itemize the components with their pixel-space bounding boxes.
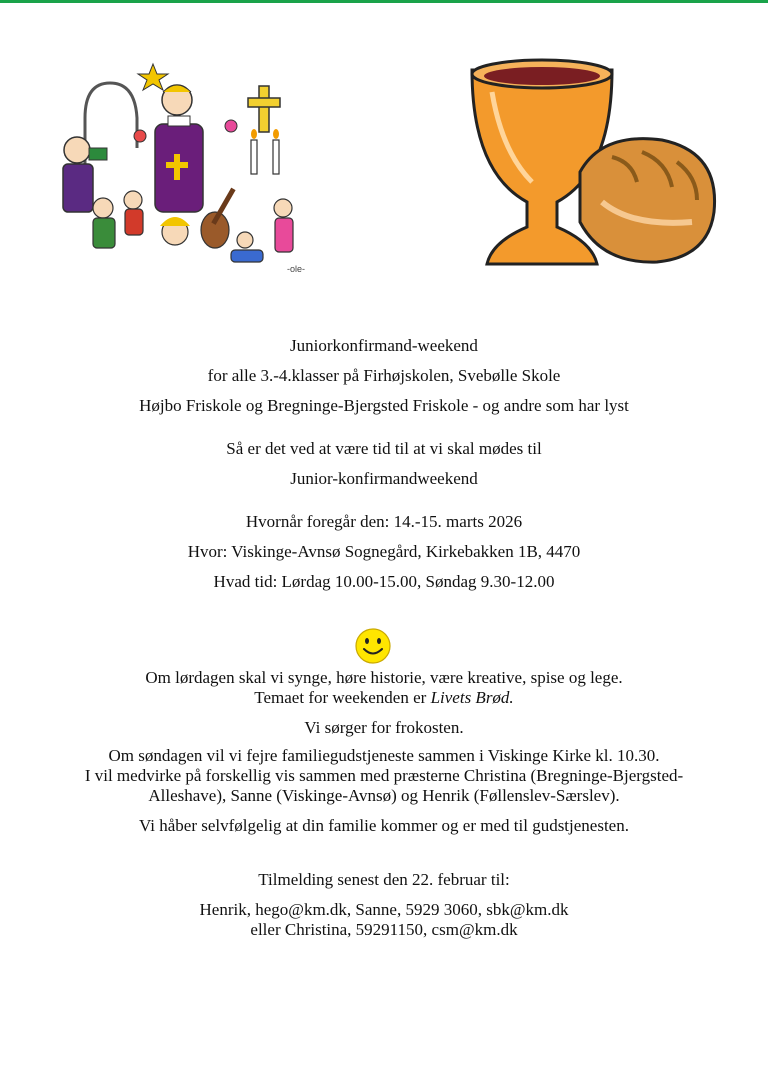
sunday-line-3: Alleshave), Sanne (Viskinge-Avnsø) og Henrik (Føllenslev-Særslev).: [148, 786, 620, 805]
signup-deadline: Tilmelding senest den 22. februar til:: [258, 870, 510, 889]
puppet: [134, 130, 146, 142]
priest-figure: [155, 85, 203, 212]
contact-line-2: eller Christina, 59291150, csm@km.dk: [250, 920, 518, 939]
bread-icon: [580, 139, 715, 262]
contact-line-1: Henrik, hego@km.dk, Sanne, 5929 3060, sbk@km.dk: [199, 900, 569, 919]
theme-name: Livets Brød.: [430, 688, 514, 707]
where-line: Hvor: Viskinge-Avnsø Sognegård, Kirkebakken 1B, 4470: [187, 542, 581, 561]
smiley-face-icon: [354, 627, 392, 665]
heading-line-2: for alle 3.-4.klasser på Firhøjskolen, Svebølle Skole: [207, 366, 561, 385]
time-line: Hvad tid: Lørdag 10.00-15.00, Søndag 9.30-12.00: [213, 572, 555, 591]
guitar-icon: [201, 188, 236, 248]
when-line: Hvornår foregår den: 14.-15. marts 2026: [245, 512, 523, 531]
invitation-title: Juniorkonfirmand-weekend: [290, 336, 478, 355]
candle: [273, 140, 279, 174]
sunday-line-2: I vil medvirke på forskellig vis sammen med præsterne Christina (Bregninge-Bjergsted-: [84, 766, 684, 785]
breakfast-line: Vi sørger for frokosten.: [304, 718, 464, 737]
heading-line-3: Højbo Friskole og Bregninge-Bjergsted Friskole - og andre som har lyst: [139, 396, 629, 415]
family-invite-line: Vi håber selvfølgelig at din familie kommer og er med til gudstjenesten.: [139, 816, 629, 835]
intro-line-2: Junior-konfirmandweekend: [290, 469, 478, 488]
sunday-line-1: Om søndagen vil vi fejre familiegudstjeneste sammen i Viskinge Kirke kl. 10.30.: [108, 746, 660, 765]
star-icon: [138, 64, 168, 90]
church-children-illustration: [55, 58, 325, 280]
illustration-signature: -ole-: [287, 264, 306, 274]
puppet: [225, 120, 237, 132]
saturday-line-1: Om lørdagen skal vi synge, høre historie, være kreative, spise og lege.: [145, 668, 623, 687]
cross-icon: [248, 86, 280, 132]
saturday-line-2: [0, 688, 768, 708]
chalice-and-bread-illustration: [462, 52, 724, 282]
candle: [251, 140, 257, 174]
top-rule: [0, 0, 768, 3]
theme-prefix: Temaet for weekenden er: [254, 688, 431, 707]
intro-line-1: Så er det ved at være tid til at vi skal mødes til: [226, 439, 542, 458]
